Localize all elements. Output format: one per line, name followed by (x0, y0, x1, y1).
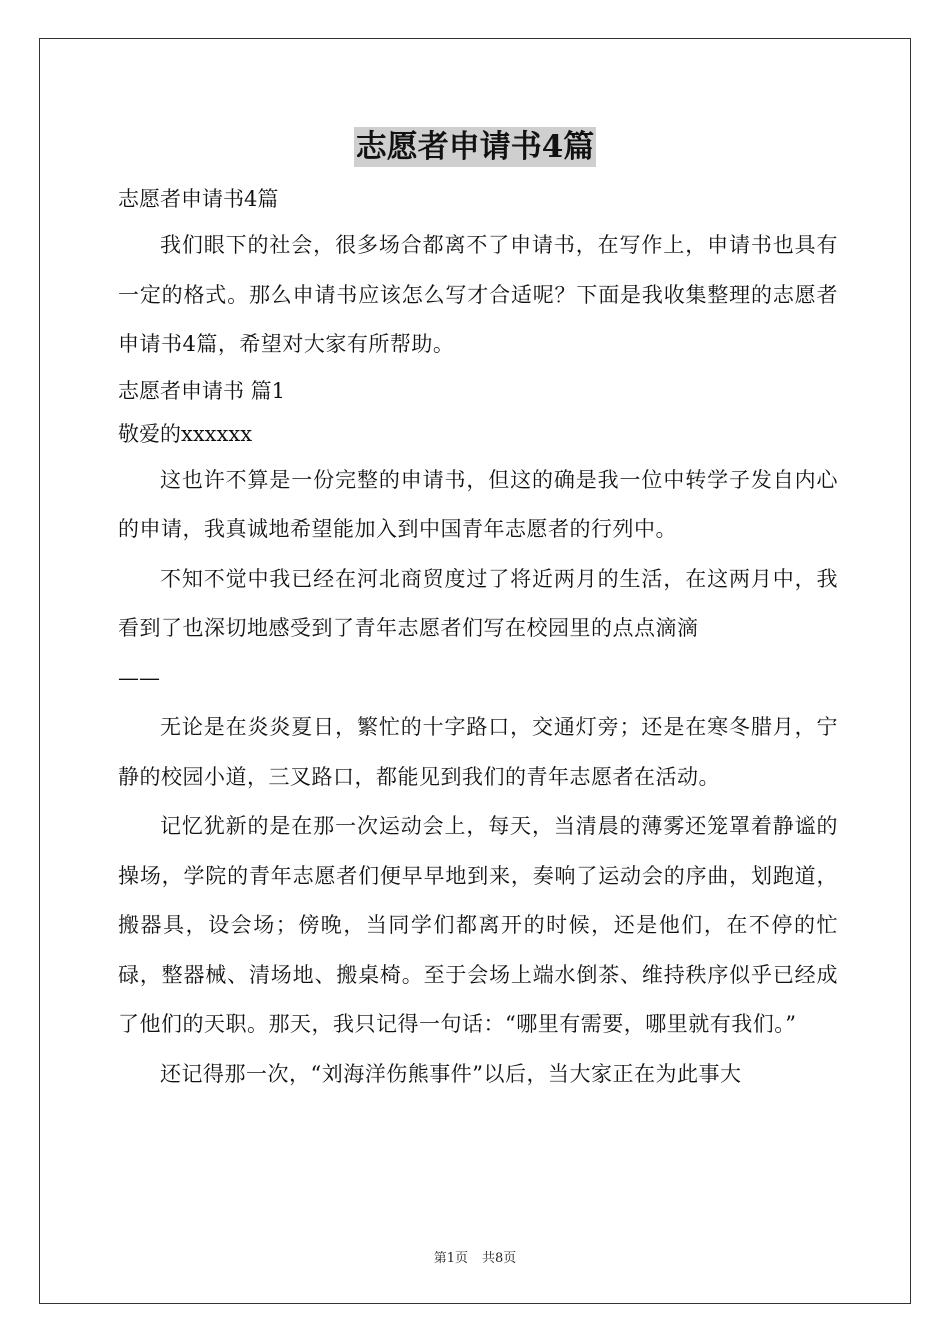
page-total: 共8页 (482, 1251, 517, 1266)
body-paragraph: 这也许不算是一份完整的申请书，但这的确是我一位中转学子发自内心的申请，我真诚地希望能加入到中国青年志愿者的行列中。 (118, 467, 838, 541)
body-paragraph: 无论是在炎炎夏日，繁忙的十字路口，交通灯旁；还是在寒冬腊月，宁静的校园小道，三叉路口，都能见到我们的青年志愿者在活动。 (118, 715, 838, 789)
document-title-text: 志愿者申请书4篇 (355, 129, 595, 165)
dash-line: —— (118, 665, 160, 690)
document-subtitle: 志愿者申请书4篇 (118, 187, 279, 211)
document-title (0, 127, 950, 167)
body-paragraph: 记忆犹新的是在那一次运动会上，每天，当清晨的薄雾还笼罩着静谧的操场，学院的青年志愿者们便早早地到来，奏响了运动会的序曲，划跑道，搬器具，设会场；傍晚，当同学们都离开的时候，还是他们，在不停的忙碌，整器械、清场地、搬桌椅。至于会场上端水倒茶、维持秩序似乎已经成了他们的天职。那天，我只记得一句话：“哪里有需要，哪里就有我们。” (118, 814, 838, 1036)
page-number: 第1页 (433, 1251, 468, 1266)
document-body (118, 178, 838, 1099)
page-footer (0, 1247, 950, 1266)
body-paragraph: 不知不觉中我已经在河北商贸度过了将近两月的生活，在这两月中，我看到了也深切地感受到了青年志愿者们写在校园里的点点滴滴 (118, 566, 838, 640)
intro-paragraph: 我们眼下的社会，很多场合都离不了申请书，在写作上，申请书也具有一定的格式。那么申请书应该怎么写才合适呢？下面是我收集整理的志愿者申请书4篇，希望对大家有所帮助。 (118, 233, 838, 356)
section-heading: 志愿者申请书 篇1 (118, 378, 286, 403)
body-paragraph: 还记得那一次，“刘海洋伤熊事件”以后，当大家正在为此事大 (160, 1061, 742, 1086)
salutation: 敬爱的xxxxxx (118, 421, 253, 446)
